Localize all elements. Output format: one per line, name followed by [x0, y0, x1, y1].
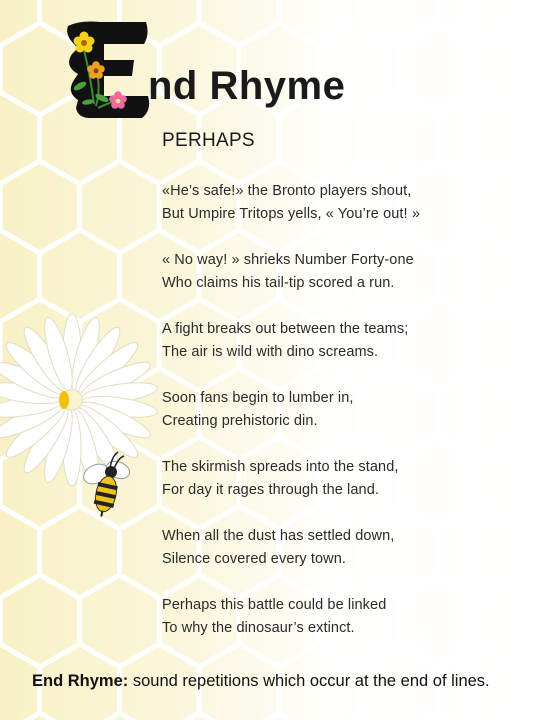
- poem-line: The skirmish spreads into the stand,: [162, 459, 399, 475]
- poem-line: When all the dust has settled down,: [162, 528, 395, 544]
- poem-title: PERHAPS: [162, 130, 255, 151]
- definition-text: sound repetitions which occur at the end of lines.: [128, 672, 490, 690]
- slide-title: [60, 14, 380, 124]
- bee-icon: [78, 448, 138, 522]
- poem-line: To why the dinosaur’s extinct.: [162, 620, 355, 636]
- decorated-initial-e: [60, 14, 156, 124]
- definition-term: End Rhyme:: [32, 672, 129, 690]
- poem-line: The air is wild with dino screams.: [162, 344, 379, 360]
- poem-line: Silence covered every town.: [162, 551, 347, 567]
- stanza: [162, 180, 522, 226]
- stanza: [162, 318, 522, 364]
- initial-letter: E: [72, 110, 73, 111]
- poem-line: But Umpire Tritops yells, « You’re out! »: [162, 206, 420, 222]
- stanza: [162, 387, 522, 433]
- stanza: [162, 525, 522, 571]
- stanza: [162, 456, 522, 502]
- stanza: [162, 249, 522, 295]
- definition: [32, 670, 502, 692]
- poem-line: For day it rages through the land.: [162, 482, 379, 498]
- poem-body: [162, 180, 522, 663]
- poem-line: Who claims his tail-tip scored a run.: [162, 275, 395, 291]
- poem-line: « No way! » shrieks Number Forty-one: [162, 252, 414, 268]
- poem-line: Perhaps this battle could be linked: [162, 597, 387, 613]
- poem-line: «He’s safe!» the Bronto players shout,: [162, 183, 412, 199]
- poem-line: Creating prehistoric din.: [162, 413, 318, 429]
- title-text: nd Rhyme: [148, 64, 346, 108]
- poem-line: Soon fans begin to lumber in,: [162, 390, 354, 406]
- stanza: [162, 594, 522, 640]
- poem-line: A fight breaks out between the teams;: [162, 321, 409, 337]
